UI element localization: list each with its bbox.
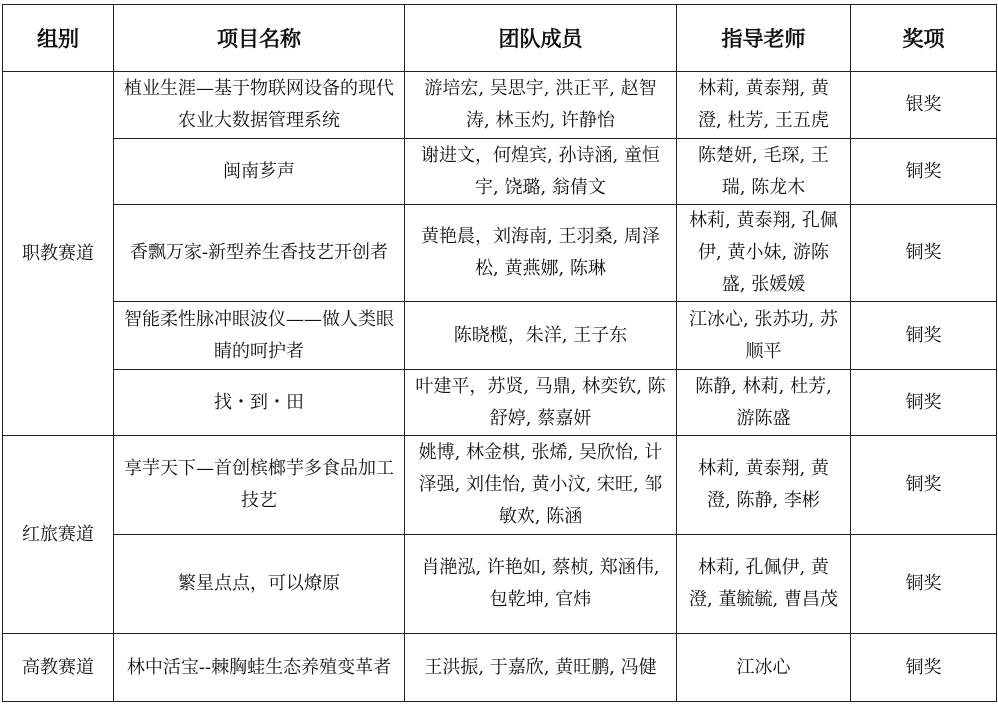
project-name: 香飘万家-新型养生香技艺开创者 (114, 205, 405, 302)
team-members: 陈晓榄，朱洋, 王子东 (405, 302, 677, 370)
team-members: 王洪振, 于嘉欣, 黄旺鹏, 冯健 (405, 634, 677, 702)
team-members: 叶建平，苏贤, 马鼎, 林奕钦, 陈舒婷, 蔡嘉妍 (405, 370, 677, 436)
project-name: 智能柔性脉冲眼波仪——做人类眼睛的呵护者 (114, 302, 405, 370)
project-name: 享芋天下—首创槟榔芋多食品加工技艺 (114, 436, 405, 535)
award: 铜奖 (851, 139, 997, 205)
advisors: 江冰心, 张苏功, 苏顺平 (677, 302, 851, 370)
project-name: 找・到・田 (114, 370, 405, 436)
advisors: 林莉, 黄泰翔, 孔佩伊, 黄小妹, 游陈盛, 张媛媛 (677, 205, 851, 302)
award: 铜奖 (851, 634, 997, 702)
group-cell-higher-edu: 高教赛道 (3, 634, 114, 702)
advisors: 林莉, 黄泰翔, 黄澄, 杜芳, 王五虎 (677, 72, 851, 139)
advisors: 陈静, 林莉, 杜芳, 游陈盛 (677, 370, 851, 436)
project-name: 繁星点点，可以燎原 (114, 535, 405, 634)
table-row (3, 634, 997, 702)
team-members: 游培宏, 吴思宇, 洪正平, 赵智涛, 林玉灼, 许静怡 (405, 72, 677, 139)
advisors: 林莉, 黄泰翔, 黄澄, 陈静, 李彬 (677, 436, 851, 535)
project-name: 闽南芗声 (114, 139, 405, 205)
table-row (3, 370, 997, 436)
award: 银奖 (851, 72, 997, 139)
award: 铜奖 (851, 302, 997, 370)
header-advisors: 指导老师 (677, 5, 851, 72)
advisors: 陈楚妍, 毛琛, 王瑞, 陈龙木 (677, 139, 851, 205)
header-award: 奖项 (851, 5, 997, 72)
team-members: 谢进文，何煌宾, 孙诗涵, 童恒宇, 饶璐, 翁倩文 (405, 139, 677, 205)
table-row (3, 302, 997, 370)
table-row (3, 436, 997, 535)
award: 铜奖 (851, 436, 997, 535)
header-group: 组别 (3, 5, 114, 72)
team-members: 肖滟泓, 许艳如, 蔡桢, 郑涵伟, 包乾坤, 官炜 (405, 535, 677, 634)
awards-table (2, 4, 997, 702)
project-name: 林中活宝--棘胸蛙生态养殖变革者 (114, 634, 405, 702)
header-project: 项目名称 (114, 5, 405, 72)
award: 铜奖 (851, 370, 997, 436)
awards-table-container (2, 4, 997, 702)
advisors: 林莉, 孔佩伊, 黄澄, 董毓毓, 曹昌茂 (677, 535, 851, 634)
group-cell-vocational: 职教赛道 (3, 72, 114, 436)
project-name: 植业生涯—基于物联网设备的现代农业大数据管理系统 (114, 72, 405, 139)
table-row (3, 72, 997, 139)
table-row (3, 535, 997, 634)
header-members: 团队成员 (405, 5, 677, 72)
table-row (3, 139, 997, 205)
advisors: 江冰心 (677, 634, 851, 702)
award: 铜奖 (851, 205, 997, 302)
award: 铜奖 (851, 535, 997, 634)
table-row (3, 205, 997, 302)
header-row (3, 5, 997, 72)
team-members: 黄艳晨，刘海南, 王羽桑, 周泽松, 黄燕娜, 陈琳 (405, 205, 677, 302)
group-cell-red-tour: 红旅赛道 (3, 436, 114, 634)
team-members: 姚博, 林金棋, 张烯, 吴欣怡, 计泽强, 刘佳怡, 黄小汶, 宋旺, 邹敏欢, 陈涵 (405, 436, 677, 535)
